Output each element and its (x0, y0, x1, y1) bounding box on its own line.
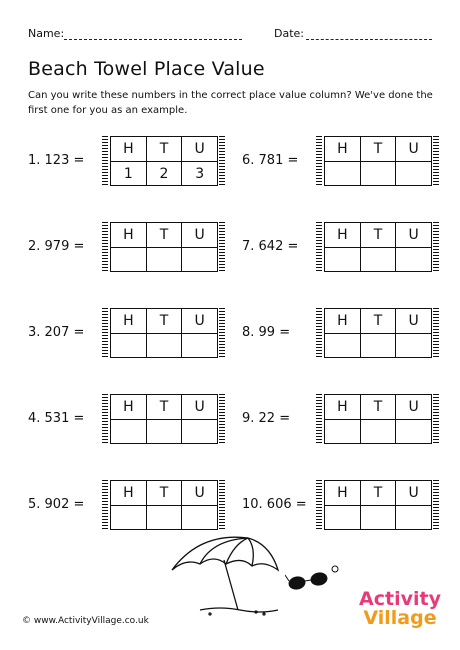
column-header-u: U (182, 481, 217, 506)
column-header-h: H (325, 309, 360, 334)
sunglasses-icon (285, 565, 345, 595)
instructions-line-2: first one for you as an example. (28, 105, 188, 116)
answer-cell-u[interactable] (396, 162, 431, 185)
column-header-h: H (111, 395, 146, 420)
column-header-t: T (361, 395, 396, 420)
column-t (147, 137, 183, 185)
column-u (396, 223, 431, 271)
answer-cell-t[interactable] (361, 162, 396, 185)
column-t (361, 137, 397, 185)
column-h (111, 223, 147, 271)
column-u (396, 395, 431, 443)
column-t (147, 223, 183, 271)
answer-cell-h[interactable] (325, 506, 360, 529)
place-value-towel (110, 480, 218, 530)
towel-fringe-left (316, 480, 322, 530)
column-h (111, 309, 147, 357)
towel-fringe-right (219, 222, 225, 272)
column-header-h: H (111, 137, 146, 162)
copyright-text: © www.ActivityVillage.co.uk (22, 616, 149, 626)
column-header-t: T (147, 481, 182, 506)
column-h (325, 223, 361, 271)
column-u (182, 137, 217, 185)
answer-cell-h[interactable] (111, 506, 146, 529)
towel-fringe-left (102, 394, 108, 444)
answer-cell-h[interactable] (111, 420, 146, 443)
activity-village-logo[interactable] (352, 590, 448, 628)
question-label: 7. 642 = (242, 239, 299, 254)
towel-fringe-left (316, 308, 322, 358)
logo-activity: Activity (359, 588, 441, 610)
answer-cell-t[interactable] (147, 334, 182, 357)
place-value-towel (110, 222, 218, 272)
towel-fringe-left (316, 222, 322, 272)
instructions (28, 88, 448, 118)
name-label: Name: (28, 27, 65, 40)
answer-cell-h[interactable] (111, 334, 146, 357)
question-label: 6. 781 = (242, 153, 299, 168)
answer-cell-h[interactable]: 1 (123, 166, 133, 182)
column-header-u: U (182, 395, 217, 420)
column-t (361, 223, 397, 271)
column-header-h: H (111, 223, 146, 248)
place-value-towel (110, 394, 218, 444)
question-label: 9. 22 = (242, 411, 291, 426)
question-label: 8. 99 = (242, 325, 291, 340)
place-value-towel (324, 308, 432, 358)
column-t (147, 481, 183, 529)
towel-fringe-right (433, 136, 439, 186)
question-label: 10. 606 = (242, 497, 307, 512)
answer-cell-h[interactable] (325, 420, 360, 443)
place-value-towel (110, 308, 218, 358)
answer-cell-h[interactable] (325, 334, 360, 357)
instructions-line-1: Can you write these numbers in the correct place value column? We've done the (28, 90, 433, 101)
column-header-t: T (361, 223, 396, 248)
column-header-u: U (396, 481, 431, 506)
column-t (361, 481, 397, 529)
answer-cell-t[interactable] (147, 248, 182, 271)
answer-cell-u[interactable] (396, 420, 431, 443)
place-value-towel (324, 394, 432, 444)
answer-cell-h[interactable] (325, 162, 360, 185)
column-header-t: T (147, 137, 182, 162)
answer-cell-u[interactable] (396, 506, 431, 529)
column-h (325, 309, 361, 357)
answer-cell-u[interactable] (182, 248, 217, 271)
answer-cell-u[interactable] (396, 248, 431, 271)
place-value-towel (324, 480, 432, 530)
towel-fringe-right (219, 136, 225, 186)
column-t (147, 395, 183, 443)
column-header-u: U (396, 137, 431, 162)
column-h (325, 481, 361, 529)
question-label: 2. 979 = (28, 239, 85, 254)
towel-fringe-right (433, 394, 439, 444)
column-u (182, 223, 217, 271)
towel-fringe-right (433, 222, 439, 272)
column-header-h: H (325, 395, 360, 420)
column-header-h: H (325, 481, 360, 506)
towel-fringe-left (102, 136, 108, 186)
page-title: Beach Towel Place Value (28, 58, 265, 80)
answer-cell-u[interactable]: 3 (195, 166, 205, 182)
column-header-h: H (325, 223, 360, 248)
column-header-t: T (147, 309, 182, 334)
column-u (396, 309, 431, 357)
answer-cell-u[interactable] (182, 506, 217, 529)
column-header-h: H (325, 137, 360, 162)
place-value-towel (324, 222, 432, 272)
column-h (111, 481, 147, 529)
column-h (111, 137, 147, 185)
column-header-t: T (361, 137, 396, 162)
towel-fringe-left (102, 308, 108, 358)
column-t (361, 309, 397, 357)
place-value-towel (110, 136, 218, 186)
column-h (325, 395, 361, 443)
date-line[interactable] (306, 39, 432, 40)
column-header-h: H (111, 309, 146, 334)
towel-fringe-left (316, 136, 322, 186)
column-header-u: U (182, 137, 217, 162)
name-line[interactable] (64, 39, 242, 40)
towel-fringe-right (219, 480, 225, 530)
question-label: 4. 531 = (28, 411, 85, 426)
question-label: 5. 902 = (28, 497, 85, 512)
column-header-t: T (361, 309, 396, 334)
column-header-u: U (182, 309, 217, 334)
towel-fringe-left (102, 222, 108, 272)
answer-cell-u[interactable] (182, 420, 217, 443)
column-u (182, 481, 217, 529)
column-h (325, 137, 361, 185)
answer-cell-t[interactable] (147, 420, 182, 443)
answer-cell-u[interactable] (182, 334, 217, 357)
place-value-towel (324, 136, 432, 186)
column-header-h: H (111, 481, 146, 506)
column-u (182, 395, 217, 443)
towel-fringe-left (102, 480, 108, 530)
column-u (396, 481, 431, 529)
column-header-u: U (396, 395, 431, 420)
answer-cell-t[interactable] (147, 506, 182, 529)
answer-cell-h[interactable] (111, 248, 146, 271)
question-label: 1. 123 = (28, 153, 85, 168)
column-header-t: T (147, 223, 182, 248)
column-t (361, 395, 397, 443)
column-header-u: U (182, 223, 217, 248)
column-header-t: T (147, 395, 182, 420)
towel-fringe-left (316, 394, 322, 444)
answer-cell-t[interactable] (361, 248, 396, 271)
answer-cell-t[interactable]: 2 (159, 166, 169, 182)
question-label: 3. 207 = (28, 325, 85, 340)
column-header-u: U (396, 309, 431, 334)
column-header-t: T (361, 481, 396, 506)
logo-village: Village (363, 607, 437, 629)
column-h (111, 395, 147, 443)
towel-fringe-right (433, 308, 439, 358)
answer-cell-u[interactable] (396, 334, 431, 357)
towel-fringe-right (219, 308, 225, 358)
date-label: Date: (274, 27, 304, 40)
answer-cell-t[interactable] (361, 334, 396, 357)
answer-cell-t[interactable] (361, 420, 396, 443)
column-header-u: U (396, 223, 431, 248)
answer-cell-h[interactable] (325, 248, 360, 271)
towel-fringe-right (433, 480, 439, 530)
answer-cell-t[interactable] (361, 506, 396, 529)
towel-fringe-right (219, 394, 225, 444)
column-u (396, 137, 431, 185)
column-t (147, 309, 183, 357)
column-u (182, 309, 217, 357)
